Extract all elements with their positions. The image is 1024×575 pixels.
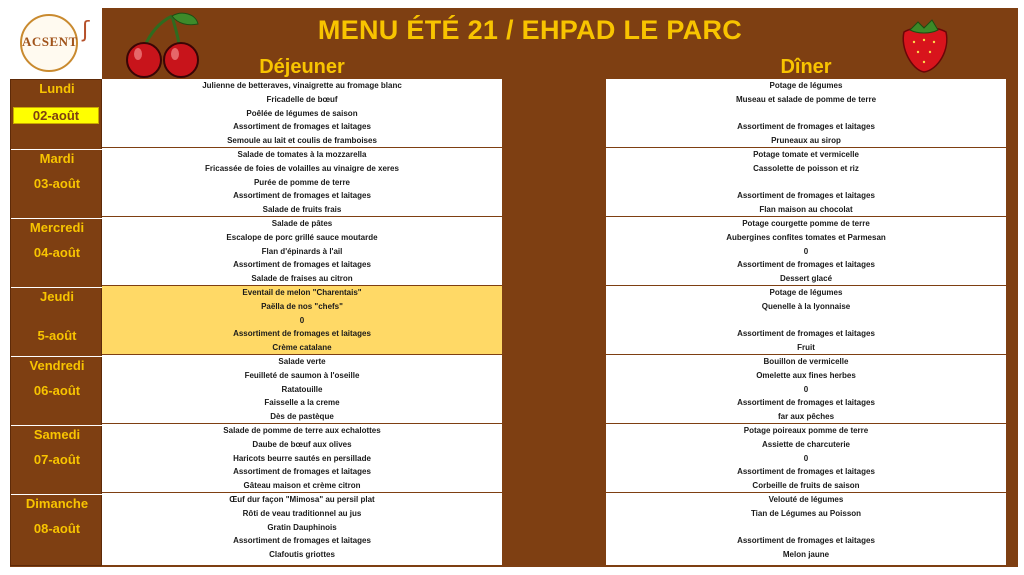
dish-side: Poêlée de légumes de saison	[246, 108, 358, 118]
dish-side	[606, 107, 1006, 121]
dish-cheese: Assortiment de fromages et laitages	[737, 398, 875, 408]
dinner-thursday	[606, 286, 1006, 355]
dish-cheese: Faisselle a la creme	[264, 398, 340, 408]
dish-main: Omelette aux fines herbes	[756, 370, 856, 380]
dish-entree: Œuf dur façon "Mimosa" au persil plat	[229, 495, 375, 504]
day-date: 02-août	[13, 107, 99, 124]
dinner-sunday	[606, 493, 1006, 562]
dish-side: Gratin Dauphinois	[267, 522, 337, 532]
day-date: 03-août	[33, 176, 81, 191]
page-title: MENU ÉTÉ 21 / EHPAD LE PARC	[317, 15, 743, 45]
dish-cheese: Assortiment de fromages et laitages	[233, 122, 371, 132]
dish-main: Tian de Légumes au Poisson	[750, 508, 862, 518]
dish-dessert: Salade de fraises au citron	[251, 274, 353, 284]
dish-cheese: Assortiment de fromages et laitages	[737, 467, 875, 477]
dish-side	[606, 176, 1006, 190]
dish-entree: Salade de tomates à la mozzarella	[237, 150, 367, 159]
dish-side: 0	[803, 384, 809, 394]
dish-dessert: far aux pêches	[777, 412, 835, 422]
dish-main: Feuilleté de saumon à l'oseille	[244, 370, 360, 380]
dish-side: 0	[803, 246, 809, 256]
dish-side	[606, 314, 1006, 328]
dish-dessert: Corbeille de fruits de saison	[752, 481, 860, 491]
dish-entree: Salade de pomme de terre aux echalottes	[223, 426, 381, 435]
dish-cheese: Assortiment de fromages et laitages	[737, 260, 875, 270]
dish-cheese: Assortiment de fromages et laitages	[233, 260, 371, 270]
day-date: 5-août	[37, 328, 77, 343]
dinner-wednesday	[606, 217, 1006, 286]
dish-main: Assiette de charcuterie	[761, 439, 851, 449]
dish-side: Flan d'épinards à l'ail	[261, 246, 343, 256]
dish-dessert: Dessert glacé	[779, 274, 833, 284]
day-name: Lundi	[39, 81, 75, 96]
dish-main: Quenelle à la lyonnaise	[761, 301, 851, 311]
dish-dessert: Crème catalane	[272, 343, 332, 353]
lunch-header: Déjeuner	[259, 56, 345, 78]
dish-entree: Eventail de melon "Charentais"	[242, 288, 362, 297]
day-saturday	[11, 425, 103, 494]
dish-cheese: Assortiment de fromages et laitages	[233, 329, 371, 339]
dish-side	[606, 521, 1006, 535]
dish-soup: Potage de légumes	[769, 288, 843, 297]
lunch-monday	[102, 79, 502, 148]
dinner-saturday	[606, 424, 1006, 493]
dinner-tuesday	[606, 148, 1006, 217]
dish-entree: Salade verte	[278, 357, 326, 366]
logo-badge	[20, 14, 78, 72]
dish-soup: Potage tomate et vermicelle	[753, 150, 859, 159]
day-date: 04-août	[33, 245, 81, 260]
dish-side: Purée de pomme de terre	[253, 177, 351, 187]
dish-cheese: Assortiment de fromages et laitages	[233, 536, 371, 546]
dish-dessert: Salade de fruits frais	[262, 205, 342, 215]
day-name: Jeudi	[40, 289, 74, 304]
dish-cheese: Assortiment de fromages et laitages	[737, 191, 875, 201]
dish-main: Aubergines confites tomates et Parmesan	[726, 232, 886, 242]
lunch-friday	[102, 355, 502, 424]
day-date: 06-août	[33, 383, 81, 398]
dish-cheese: Assortiment de fromages et laitages	[737, 122, 875, 132]
lunch-wednesday	[102, 217, 502, 286]
day-date: 08-août	[33, 521, 81, 536]
dish-soup: Potage poireaux pomme de terre	[743, 426, 869, 435]
dish-main: Fricassée de foies de volailles au vinaigre de xeres	[205, 163, 399, 173]
dish-side: 0	[803, 453, 809, 463]
day-date: 07-août	[33, 452, 81, 467]
dish-dessert: Semoule au lait et coulis de framboises	[227, 136, 377, 146]
logo-swoosh-icon: ʃ	[82, 18, 90, 43]
day-name: Mardi	[39, 151, 75, 166]
dish-soup: Potage courgette pomme de terre	[742, 219, 870, 228]
dish-entree: Julienne de betteraves, vinaigrette au fromage blanc	[202, 81, 402, 90]
dish-main: Rôti de veau traditionnel au jus	[242, 508, 362, 518]
lunch-saturday	[102, 424, 502, 493]
day-name: Samedi	[33, 427, 81, 442]
day-name: Mercredi	[29, 220, 85, 235]
dish-soup: Velouté de légumes	[768, 495, 844, 504]
dish-soup: Potage de légumes	[769, 81, 843, 90]
dish-dessert: Gâteau maison et crème citron	[243, 481, 361, 491]
dinner-monday	[606, 79, 1006, 148]
dish-side: 0	[299, 315, 305, 325]
dish-dessert: Clafoutis griottes	[269, 550, 335, 560]
lunch-sunday	[102, 493, 502, 562]
logo-text: ACSENT	[22, 34, 78, 49]
dish-side: Haricots beurre sautés en persillade	[233, 453, 371, 463]
dish-cheese: Assortiment de fromages et laitages	[737, 536, 875, 546]
acsent-logo	[10, 8, 102, 80]
dish-dessert: Dès de pastèque	[270, 412, 334, 422]
dish-dessert: Pruneaux au sirop	[771, 136, 841, 146]
dish-main: Paëlla de nos "chefs"	[261, 301, 343, 311]
dish-cheese: Assortiment de fromages et laitages	[233, 467, 371, 477]
day-name: Dimanche	[25, 496, 89, 511]
dish-main: Cassolette de poisson et riz	[753, 163, 859, 173]
dish-main: Escalope de porc grillé sauce moutarde	[226, 232, 378, 242]
dinner-header: Dîner	[780, 56, 832, 78]
dinner-table	[606, 79, 1006, 565]
dinner-friday	[606, 355, 1006, 424]
day-wednesday	[11, 218, 103, 287]
dish-dessert: Melon jaune	[782, 550, 830, 560]
lunch-table	[102, 79, 502, 565]
dish-entree: Salade de pâtes	[271, 219, 333, 228]
dish-main: Daube de bœuf aux olives	[252, 439, 352, 449]
days-column	[10, 79, 102, 566]
day-monday	[11, 80, 103, 149]
dish-main: Museau et salade de pomme de terre	[735, 94, 877, 104]
dish-dessert: Flan maison au chocolat	[759, 205, 853, 215]
dish-cheese: Assortiment de fromages et laitages	[233, 191, 371, 201]
day-tuesday	[11, 149, 103, 218]
dish-side: Ratatouille	[281, 384, 323, 394]
day-sunday	[11, 494, 103, 563]
dish-main: Fricadelle de bœuf	[266, 94, 338, 104]
dish-cheese: Assortiment de fromages et laitages	[737, 329, 875, 339]
lunch-thursday	[102, 286, 502, 355]
day-friday	[11, 356, 103, 425]
lunch-tuesday	[102, 148, 502, 217]
dish-soup: Bouillon de vermicelle	[763, 357, 849, 366]
day-thursday	[11, 287, 103, 356]
day-name: Vendredi	[29, 358, 85, 373]
dish-dessert: Fruit	[797, 343, 815, 353]
